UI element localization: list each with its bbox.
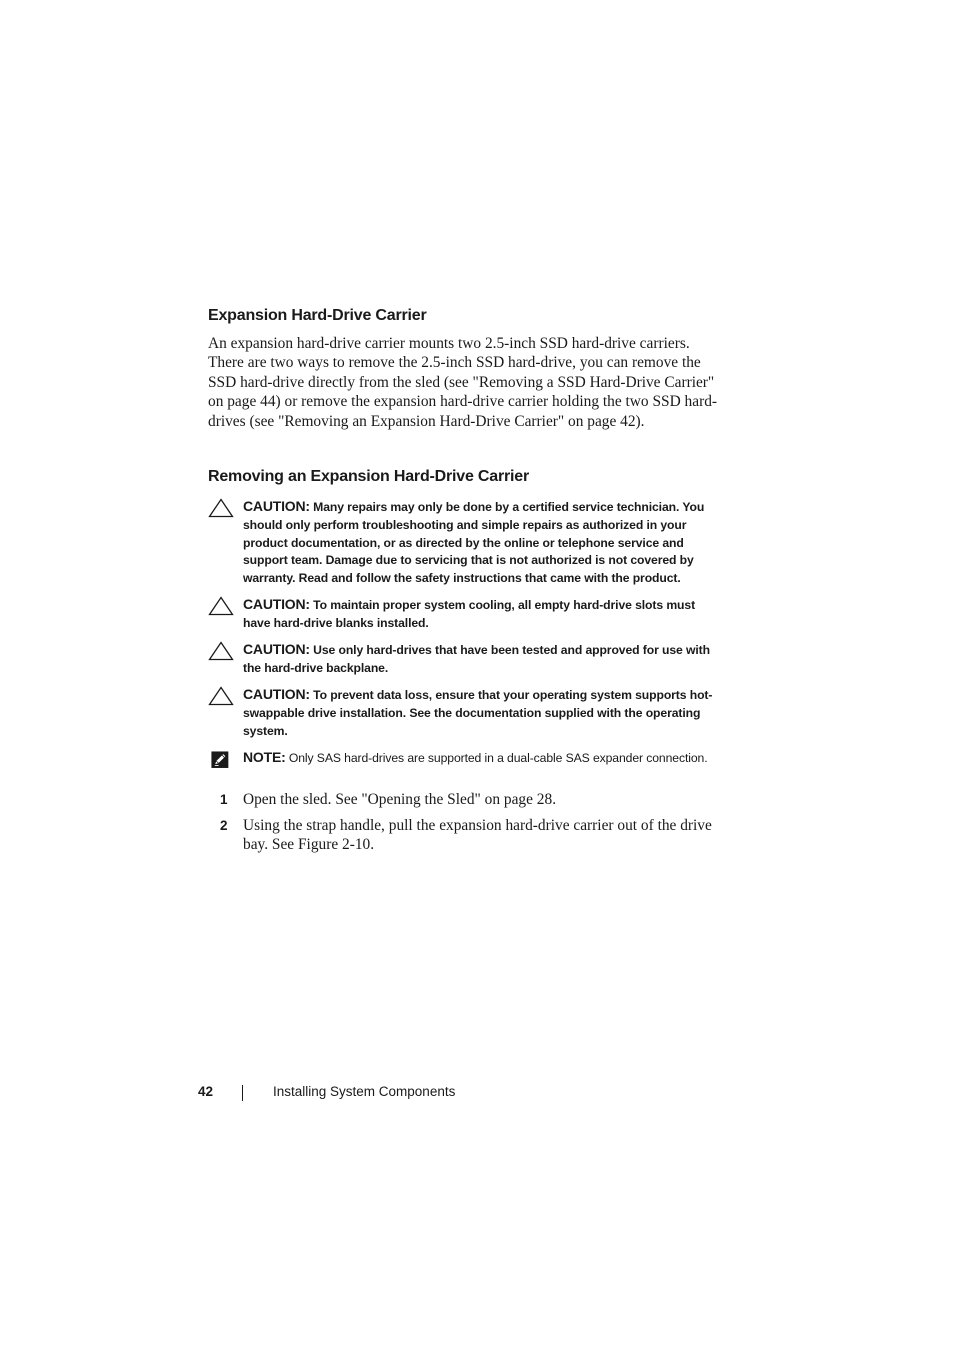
- caution-text: [243, 596, 721, 633]
- caution-triangle-icon: [208, 596, 234, 616]
- footer-page-number: 42: [198, 1084, 214, 1099]
- step-number: 2: [220, 818, 228, 833]
- step-number: 1: [220, 792, 228, 807]
- caution-label: CAUTION:: [243, 596, 310, 612]
- intro-paragraph: An expansion hard-drive carrier mounts two 2.5-inch SSD hard-drive carriers. There are two ways to remove the 2.5-inch SSD hard-drive, you can remove the SSD hard-drive directly from the sled (see "Removing a SSD Hard-Drive Carrier" on page 44) or remove the expansion hard-drive carrier holding the two SSD hard-drives (see "Removing an Expansion Hard-Drive Carrier" on page 42).: [208, 335, 718, 430]
- caution-message: To maintain proper system cooling, all empty hard-drive slots must have hard-drive blanks installed.: [243, 598, 696, 630]
- caution-label: CAUTION:: [243, 498, 310, 514]
- caution-triangle-icon: [208, 686, 234, 706]
- footer-divider: [242, 1085, 243, 1101]
- caution-text: [243, 641, 721, 678]
- footer-chapter-title: Installing System Components: [273, 1084, 456, 1099]
- note-text: [243, 749, 721, 768]
- caution-triangle-icon: [208, 498, 234, 518]
- section-heading-expansion-carrier: Expansion Hard-Drive Carrier: [208, 307, 427, 324]
- caution-message: Use only hard-drives that have been tested and approved for use with the hard-drive backplane.: [243, 643, 710, 675]
- note-pencil-icon: [211, 749, 233, 770]
- note-message: Only SAS hard-drives are supported in a dual-cable SAS expander connection.: [288, 751, 708, 765]
- caution-text: [243, 498, 721, 588]
- caution-message: To prevent data loss, ensure that your operating system supports hot-swappable drive installation. See the documentation supplied with the operating system.: [243, 688, 713, 738]
- caution-message: Many repairs may only be done by a certified service technician. You should only perform troubleshooting and simple repairs as authorized in your product documentation, or as directed by the online or telephone service and support team. Damage due to servicing that is not authorized is not covered by warranty. Read and follow the safety instructions that came with the product.: [243, 500, 705, 586]
- caution-triangle-icon: [208, 641, 234, 661]
- note-label: NOTE:: [243, 749, 286, 765]
- caution-label: CAUTION:: [243, 641, 310, 657]
- step-text: Open the sled. See "Opening the Sled" on page 28.: [243, 791, 557, 808]
- step-text: Using the strap handle, pull the expansion hard-drive carrier out of the drive bay. See Figure 2-10.: [243, 817, 712, 854]
- section-heading-removing-carrier: Removing an Expansion Hard-Drive Carrier: [208, 468, 529, 485]
- caution-label: CAUTION:: [243, 686, 310, 702]
- caution-text: [243, 686, 721, 740]
